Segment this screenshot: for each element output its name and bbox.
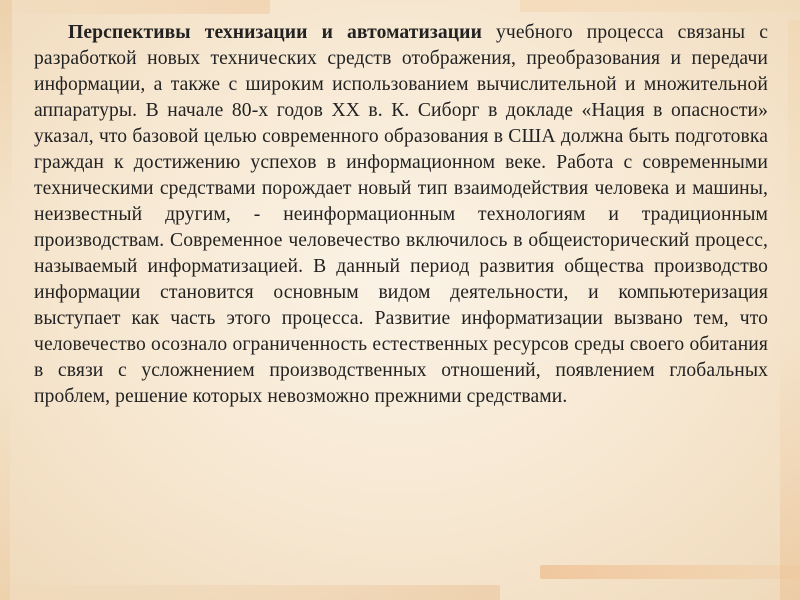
paragraph-lead: Перспективы технизации и автоматизации xyxy=(68,22,482,43)
decorative-stripe-left-bottom xyxy=(0,380,10,600)
decorative-stripe-right-bottom xyxy=(780,330,800,600)
decorative-stripe-left-top xyxy=(0,0,12,230)
slide-paragraph xyxy=(34,20,768,410)
paragraph-body: учебного процесса связаны с разработкой новых технических средств отображения, преобразования и передачи информации, а также с широким использованием вычислительной и множительной аппаратуры. В начале 80-х годов XX в. К. Сиборг в докладе «Нация в опасности» указал, что базовой целью современного образования в США должна быть подготовка граждан к достижению успехов в информационном веке. Работа с современными техническими средствами порождает новый тип взаимодействия человека и машины, неизвестный другим, - неинформационным технологиям и традиционным производствам. Современное человечество включилось в общеисторический процесс, называемый информатизацией. В данный период развития общества производство информации становится основным видом деятельности, и компьютеризация выступает как часть этого процесса. Развитие информатизации вызвано тем, что человечество осознало ограниченность естественных ресурсов среды своего обитания в связи с усложнением производственных отношений, появлением глобальных проблем, решение которых невозможно прежними средствами. xyxy=(34,22,768,407)
decorative-stripe-right-top xyxy=(788,20,800,270)
decorative-stripe-top-right xyxy=(520,0,800,12)
decorative-stripe-bottom-left xyxy=(0,585,500,600)
decorative-stripe-bottom-right xyxy=(540,565,800,579)
decorative-stripe-top-left xyxy=(0,0,270,14)
